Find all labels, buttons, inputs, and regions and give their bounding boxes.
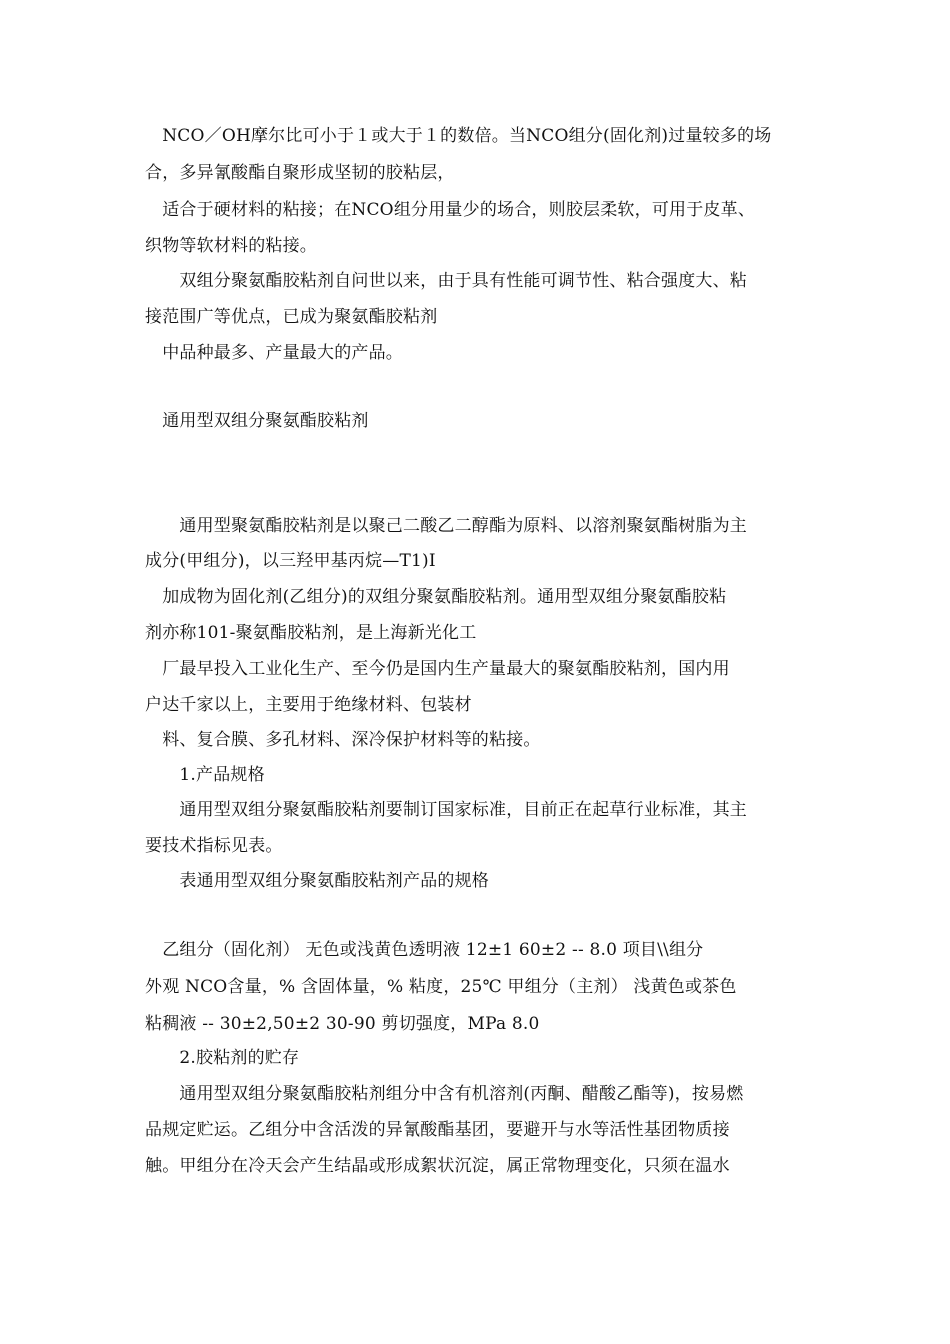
section-heading: 通用型双组分聚氨酯胶粘剂 bbox=[145, 411, 369, 431]
text-line: 接范围广等优点，已成为聚氨酯胶粘剂 bbox=[145, 307, 438, 327]
text-line: NCO／OH摩尔比可小于１或大于１的数倍。当NCO组分(固化剂)过量较多的场 bbox=[145, 126, 772, 146]
text-line: 通用型双组分聚氨酯胶粘剂要制订国家标准，目前正在起草行业标准，其主 bbox=[145, 800, 747, 820]
table-text-line: 外观 NCO含量，% 含固体量，% 粘度，25℃ 甲组分（主剂） 浅黄色或茶色 bbox=[145, 977, 737, 997]
text-line: 加成物为固化剂(乙组分)的双组分聚氨酯胶粘剂。通用型双组分聚氨酯胶粘 bbox=[145, 587, 727, 607]
text-line: 触。甲组分在冷天会产生结晶或形成絮状沉淀，属正常物理变化，只须在温水 bbox=[145, 1156, 730, 1176]
text-line: 适合于硬材料的粘接；在NCO组分用量少的场合，则胶层柔软，可用于皮革、 bbox=[145, 200, 756, 220]
text-line: 合，多异氰酸酯自聚形成坚韧的胶粘层， bbox=[145, 163, 455, 183]
text-line: 通用型聚氨酯胶粘剂是以聚己二酸乙二醇酯为原料、以溶剂聚氨酯树脂为主 bbox=[145, 516, 747, 536]
text-line: 剂亦称101-聚氨酯胶粘剂，是上海新光化工 bbox=[145, 623, 477, 643]
text-line: 料、复合膜、多孔材料、深冷保护材料等的粘接。 bbox=[145, 730, 541, 750]
text-line: 双组分聚氨酯胶粘剂自问世以来，由于具有性能可调节性、粘合强度大、粘 bbox=[145, 271, 747, 291]
text-line: 成分(甲组分)，以三羟甲基丙烷—T1)I bbox=[145, 551, 436, 571]
text-line: 品规定贮运。乙组分中含活泼的异氰酸酯基团，要避开与水等活性基团物质接 bbox=[145, 1120, 730, 1140]
subsection-heading: 2.胶粘剂的贮存 bbox=[145, 1048, 300, 1068]
table-caption: 表通用型双组分聚氨酯胶粘剂产品的规格 bbox=[145, 871, 489, 891]
text-line: 通用型双组分聚氨酯胶粘剂组分中含有机溶剂(丙酮、醋酸乙酯等)，按易燃 bbox=[145, 1084, 744, 1104]
text-line: 户达千家以上，主要用于绝缘材料、包装材 bbox=[145, 695, 472, 715]
table-text-line: 乙组分（固化剂） 无色或浅黄色透明液 12±1 60±2 -- 8.0 项目\\组分 bbox=[145, 940, 704, 960]
subsection-heading: 1.产品规格 bbox=[145, 765, 265, 785]
text-line: 织物等软材料的粘接。 bbox=[145, 236, 317, 256]
text-line: 中品种最多、产量最大的产品。 bbox=[145, 343, 403, 363]
text-line: 厂最早投入工业化生产、至今仍是国内生产量最大的聚氨酯胶粘剂，国内用 bbox=[145, 659, 730, 679]
text-line: 要技术指标见表。 bbox=[145, 836, 283, 856]
table-text-line: 粘稠液 -- 30±2,50±2 30-90 剪切强度，MPa 8.0 bbox=[145, 1014, 540, 1034]
